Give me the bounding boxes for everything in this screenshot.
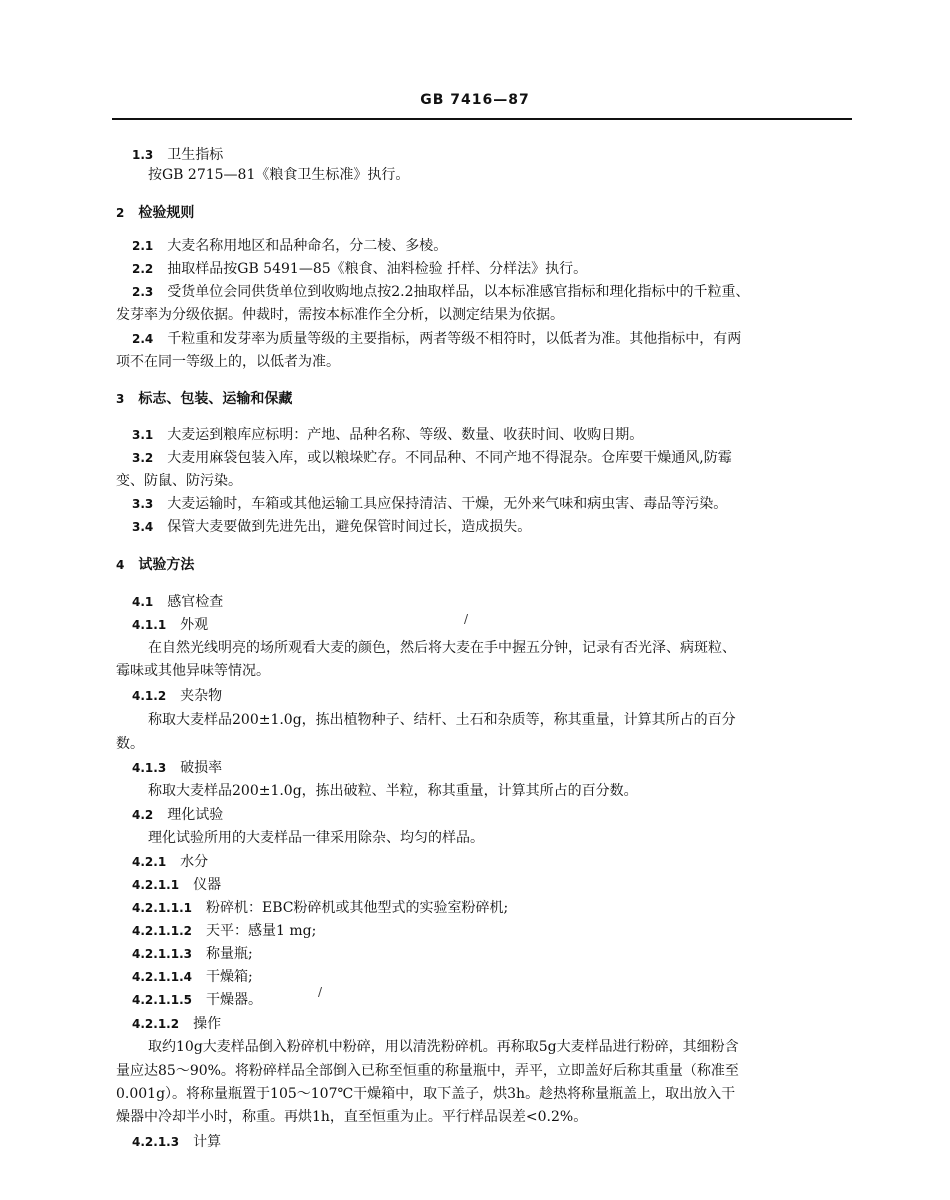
clause-text: 燥器中冷却半小时，称重。再烘1h，直至恒重为止。平行样品误差<0.2%。 [116, 1109, 588, 1125]
text-line [132, 922, 316, 940]
clause-text: 在自然光线明亮的场所观看大麦的颜色，然后将大麦在手中握五分钟，记录有否光泽、病斑粒、 [148, 640, 736, 656]
clause-text: 称取大麦样品200±1.0g，拣出植物种子、结杆、土石和杂质等，称其重量，计算其所占的百分 [148, 712, 736, 728]
clause-number: 3.3 [132, 497, 154, 511]
clause-number: 3 [116, 392, 125, 406]
clause-number: 4.2.1.3 [132, 1135, 180, 1149]
text-line [132, 330, 741, 348]
text-line [116, 472, 242, 490]
clause-text: 夹杂物 [180, 688, 223, 704]
text-line [116, 306, 564, 324]
clause-text: 抽取样品按GB 5491—85《粮食、油料检验 扦样、分样法》执行。 [167, 261, 588, 277]
text-line [148, 782, 638, 800]
clause-text: 量应达85～90%。将粉碎样品全部倒入已称至恒重的称量瓶中，弄平，立即盖好后称其重量（称准至 [116, 1063, 739, 1079]
clause-text: 大麦运输时，车箱或其他运输工具应保持清洁、干燥，无外来气味和病虫害、毒品等污染。 [167, 496, 728, 512]
clause-text: 水分 [180, 854, 209, 870]
text-line [148, 639, 736, 657]
standard-number-header: GB 7416—87 [420, 92, 530, 108]
text-line [132, 593, 223, 611]
clause-number: 3.1 [132, 428, 154, 442]
clause-text: 霉味或其他异味等情况。 [116, 663, 270, 679]
text-line [132, 945, 253, 963]
clause-number: 4.2 [132, 808, 154, 822]
text-line [116, 735, 144, 753]
clause-text: 千粒重和发芽率为质量等级的主要指标，两者等级不相符时，以低者为准。其他指标中，有两 [167, 331, 742, 347]
clause-number: 4.1.3 [132, 761, 167, 775]
clause-text: 破损率 [180, 760, 223, 776]
text-line [148, 829, 484, 847]
clause-number: 3.2 [132, 451, 154, 465]
clause-text: 保管大麦要做到先进先出，避免保管时间过长，造成损失。 [167, 519, 532, 535]
text-line [132, 449, 732, 467]
section-heading: 标志、包装、运输和保藏 [138, 391, 293, 407]
clause-text: 发芽率为分级依据。仲裁时，需按本标准作全分析，以测定结果为依据。 [116, 307, 564, 323]
scan-mark: / [464, 612, 469, 626]
clause-number: 2.4 [132, 332, 154, 346]
clause-text: 0.001g）。将称量瓶置于105～107℃干燥箱中，取下盖子，烘3h。趁热将称量瓶盖上，取出放入干 [116, 1086, 736, 1102]
clause-number: 4.2.1.1.2 [132, 924, 192, 938]
text-line [132, 876, 221, 894]
text-line [132, 991, 262, 1009]
text-line [132, 759, 222, 777]
clause-text: 大麦运到粮库应标明：产地、品种名称、等级、数量、收获时间、收购日期。 [167, 427, 644, 443]
clause-number: 2 [116, 206, 125, 220]
clause-text: 干燥箱; [205, 969, 253, 985]
clause-number: 4.1.1 [132, 618, 167, 632]
text-line [132, 495, 727, 513]
text-line [132, 237, 447, 255]
text-line [132, 146, 223, 164]
text-line [132, 968, 253, 986]
text-line [148, 1038, 739, 1056]
clause-number: 4.2.1 [132, 855, 167, 869]
section-heading: 试验方法 [138, 557, 195, 573]
clause-text: 项不在同一等级上的，以低者为准。 [116, 354, 340, 370]
clause-number: 4.2.1.1 [132, 878, 180, 892]
clause-text: 按GB 2715—81《粮食卫生标准》执行。 [148, 167, 410, 183]
clause-number: 4.2.1.1.5 [132, 993, 192, 1007]
text-line [116, 390, 292, 408]
clause-number: 2.3 [132, 285, 154, 299]
text-line [116, 1108, 587, 1126]
clause-text: 外观 [180, 617, 209, 633]
clause-number: 4.2.1.1.3 [132, 947, 192, 961]
clause-text: 卫生指标 [167, 147, 224, 163]
clause-number: 4 [116, 558, 125, 572]
text-line [116, 1062, 739, 1080]
text-line [132, 806, 223, 824]
clause-text: 粉碎机：EBC粉碎机或其他型式的实验室粉碎机; [205, 900, 509, 916]
clause-text: 大麦名称用地区和品种命名，分二棱、多棱。 [167, 238, 448, 254]
scan-mark: / [318, 985, 323, 999]
text-line [132, 283, 750, 301]
clause-number: 2.2 [132, 262, 154, 276]
clause-number: 3.4 [132, 520, 154, 534]
clause-text: 理化试验 [167, 807, 224, 823]
clause-number: 4.1.2 [132, 689, 167, 703]
clause-number: 4.2.1.2 [132, 1017, 180, 1031]
text-line [132, 616, 208, 634]
clause-text: 天平：感量1 mg; [205, 923, 317, 939]
clause-text: 大麦用麻袋包装入库，或以粮垛贮存。不同品种、不同产地不得混杂。仓库要干燥通风,防霉 [167, 450, 732, 466]
text-line [132, 518, 531, 536]
text-line [116, 353, 340, 371]
clause-text: 操作 [193, 1016, 222, 1032]
text-line [132, 426, 643, 444]
section-heading: 检验规则 [138, 205, 195, 221]
text-line [116, 204, 194, 222]
header-rule [112, 118, 852, 120]
text-line [132, 1133, 221, 1151]
text-line [148, 166, 409, 184]
clause-number: 4.2.1.1.4 [132, 970, 192, 984]
clause-text: 干燥器。 [205, 992, 262, 1008]
text-line [132, 899, 508, 917]
clause-text: 称量瓶; [205, 946, 253, 962]
clause-number: 2.1 [132, 239, 154, 253]
text-line [132, 687, 222, 705]
text-line [132, 260, 587, 278]
clause-text: 受货单位会同供货单位到收购地点按2.2抽取样品，以本标准感官指标和理化指标中的千粒重、 [167, 284, 750, 300]
clause-text: 称取大麦样品200±1.0g，拣出破粒、半粒，称其重量，计算其所占的百分数。 [148, 783, 638, 799]
text-line [116, 1085, 735, 1103]
clause-text: 感官检查 [167, 594, 224, 610]
clause-number: 1.3 [132, 148, 154, 162]
text-line [116, 662, 270, 680]
text-line [148, 711, 736, 729]
text-line [116, 556, 194, 574]
clause-text: 数。 [116, 736, 144, 752]
clause-text: 变、防鼠、防污染。 [116, 473, 242, 489]
text-line [132, 853, 208, 871]
text-line [132, 1015, 221, 1033]
clause-text: 计算 [193, 1134, 222, 1150]
clause-text: 取约10g大麦样品倒入粉碎机中粉碎，用以清洗粉碎机。再称取5g大麦样品进行粉碎，其细粉含 [148, 1039, 739, 1055]
clause-text: 理化试验所用的大麦样品一律采用除杂、均匀的样品。 [148, 830, 484, 846]
clause-text: 仪器 [193, 877, 222, 893]
clause-number: 4.2.1.1.1 [132, 901, 192, 915]
clause-number: 4.1 [132, 595, 154, 609]
